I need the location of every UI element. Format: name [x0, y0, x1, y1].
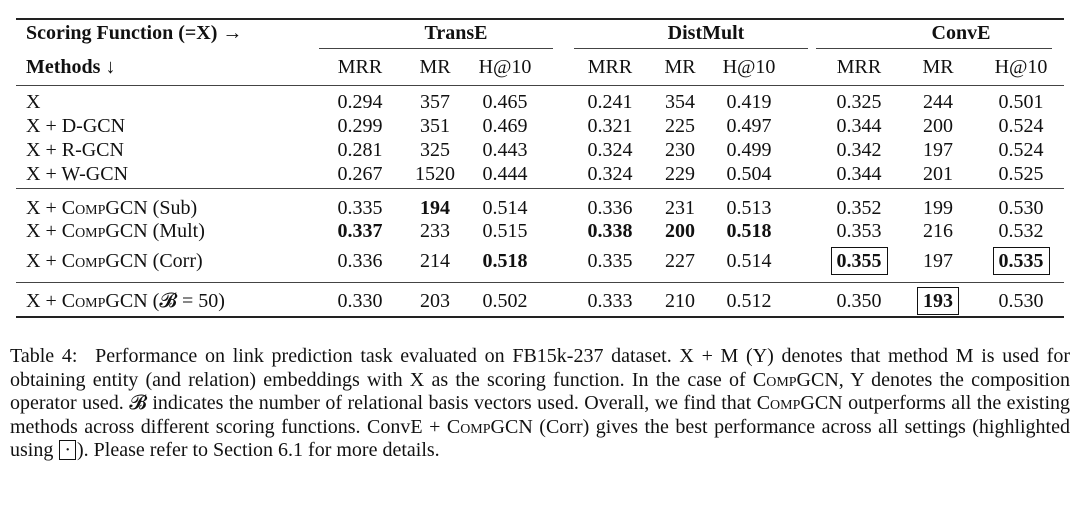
metric-header-hat10: H@10	[478, 56, 532, 78]
table-cell: 0.504	[726, 163, 772, 185]
top-rule	[16, 18, 1064, 20]
table-cell: 0.335	[337, 197, 383, 219]
table-cell: 0.336	[337, 250, 383, 272]
conve-cmidrule	[816, 48, 1052, 49]
table-cell: 244	[923, 91, 953, 113]
method-compgcn: CompGCN	[61, 220, 148, 242]
table-cell: 0.501	[998, 91, 1044, 113]
metric-header-mrr: MRR	[836, 56, 882, 78]
group-header-transe: TransE	[424, 22, 488, 44]
caption-compgcn-1: CompGCN	[752, 368, 839, 391]
table-cell	[819, 249, 899, 273]
caption-text-3: outperforms all the existing methods across different scoring functions. ConvE +	[10, 392, 1070, 438]
table-cell: 199	[923, 197, 953, 219]
table-cell: 0.241	[587, 91, 633, 113]
table-cell: 0.299	[337, 115, 383, 137]
method-suffix: (Sub)	[147, 197, 198, 219]
method-prefix: X +	[26, 250, 62, 272]
table-cell	[898, 289, 978, 313]
table-cell: 0.337	[337, 220, 383, 242]
method-label: X + W-GCN	[26, 163, 129, 185]
table-cell: 0.281	[337, 139, 383, 161]
table-cell: 0.469	[482, 115, 528, 137]
table-cell: 0.499	[726, 139, 772, 161]
highlight-box-symbol: ·	[59, 440, 76, 460]
table-cell: 0.330	[337, 290, 383, 312]
table-cell: 194	[420, 197, 450, 219]
table-cell: 0.443	[482, 139, 528, 161]
method-label	[26, 289, 225, 313]
method-label	[26, 249, 203, 273]
metric-header-mrr: MRR	[337, 56, 383, 78]
table-cell: 0.325	[836, 91, 882, 113]
table-cell: 0.419	[726, 91, 772, 113]
group-header-distmult: DistMult	[667, 22, 745, 44]
method-compgcn: CompGCN	[61, 290, 148, 312]
method-compgcn: CompGCN	[61, 197, 148, 219]
method-label	[26, 196, 197, 220]
table-cell: 0.530	[998, 290, 1044, 312]
table-cell: 0.497	[726, 115, 772, 137]
metric-header-mr: MR	[922, 56, 954, 78]
table-cell: 0.515	[482, 220, 528, 242]
table-cell: 0.502	[482, 290, 528, 312]
table-cell: 0.350	[836, 290, 882, 312]
table-caption	[10, 345, 1070, 463]
caption-text-5: ). Please refer to Section 6.1 for more details.	[77, 439, 440, 461]
caption-text-1: Performance on link prediction task evaluated on FB15k-237 dataset. X + M (Y) denotes that method M is used for obtaining entity (and relation) embeddings with X as the scoring function. In the case of	[10, 345, 1070, 391]
table-cell: 230	[665, 139, 695, 161]
table-cell: 0.524	[998, 115, 1044, 137]
group-header-conve: ConvE	[931, 22, 991, 44]
header-rule	[16, 85, 1064, 86]
metric-header-hat10: H@10	[722, 56, 776, 78]
table-cell: 0.513	[726, 197, 772, 219]
table-cell: 351	[420, 115, 450, 137]
caption-compgcn-3: CompGCN	[446, 415, 533, 438]
method-label: X + R-GCN	[26, 139, 124, 161]
table-cell: 210	[665, 290, 695, 312]
table-cell: 0.518	[726, 220, 772, 242]
table-cell: 0.514	[482, 197, 528, 219]
table-cell: 0.518	[482, 250, 528, 272]
section-rule-1	[16, 188, 1064, 189]
table-cell: 231	[665, 197, 695, 219]
method-prefix: X +	[26, 220, 62, 242]
metric-header-mrr: MRR	[587, 56, 633, 78]
table-cell: 233	[420, 220, 450, 242]
section-rule-2	[16, 282, 1064, 283]
table-cell: 0.344	[836, 115, 882, 137]
caption-label: Table 4:	[10, 345, 78, 367]
table-cell: 203	[420, 290, 450, 312]
table-cell	[981, 249, 1061, 273]
table-cell: 0.338	[587, 220, 633, 242]
table-cell: 0.514	[726, 250, 772, 272]
table-cell: 0.525	[998, 163, 1044, 185]
table-cell: 200	[923, 115, 953, 137]
table-cell: 0.352	[836, 197, 882, 219]
table-cell: 0.324	[587, 163, 633, 185]
distmult-cmidrule	[574, 48, 808, 49]
table-cell: 227	[665, 250, 695, 272]
caption-text-4: (Corr) gives the best performance across all settings (highlighted using	[10, 415, 1070, 461]
table-cell: 0.335	[587, 250, 633, 272]
boxed-value: 0.535	[993, 247, 1050, 275]
scoring-function-header: Scoring Function (=X) →	[26, 22, 243, 44]
table-cell: 200	[665, 220, 695, 242]
bottom-rule	[16, 316, 1064, 318]
table-cell: 0.344	[836, 163, 882, 185]
method-label: X + D-GCN	[26, 115, 126, 137]
method-prefix: X +	[26, 290, 62, 312]
table-cell: 0.444	[482, 163, 528, 185]
boxed-value: 193	[917, 287, 959, 315]
table-cell: 1520	[415, 163, 455, 185]
table-cell: 0.336	[587, 197, 633, 219]
method-suffix: (𝓑 = 50)	[147, 290, 225, 312]
table-cell: 0.333	[587, 290, 633, 312]
table-cell: 0.294	[337, 91, 383, 113]
table-cell: 197	[923, 250, 953, 272]
table-cell: 197	[923, 139, 953, 161]
methods-header: Methods ↓	[26, 56, 116, 78]
method-compgcn: CompGCN	[61, 250, 148, 272]
table-cell: 216	[923, 220, 953, 242]
table-cell: 225	[665, 115, 695, 137]
method-suffix: (Corr)	[147, 250, 203, 272]
transe-cmidrule	[319, 48, 553, 49]
metric-header-mr: MR	[664, 56, 696, 78]
table-cell: 0.532	[998, 220, 1044, 242]
table-cell: 214	[420, 250, 450, 272]
table-cell: 0.512	[726, 290, 772, 312]
table-cell: 357	[420, 91, 450, 113]
table-cell: 0.324	[587, 139, 633, 161]
table-cell: 0.524	[998, 139, 1044, 161]
table-cell: 0.465	[482, 91, 528, 113]
boxed-value: 0.355	[831, 247, 888, 275]
table-cell: 325	[420, 139, 450, 161]
method-suffix: (Mult)	[147, 220, 205, 242]
table-cell: 0.267	[337, 163, 383, 185]
caption-compgcn-2: CompGCN	[756, 392, 843, 414]
table-cell: 0.321	[587, 115, 633, 137]
table-cell: 229	[665, 163, 695, 185]
metric-header-mr: MR	[419, 56, 451, 78]
method-label: X	[26, 91, 41, 113]
table-cell: 201	[923, 163, 953, 185]
metric-header-hat10: H@10	[994, 56, 1048, 78]
method-prefix: X +	[26, 197, 62, 219]
table-cell: 354	[665, 91, 695, 113]
caption-text-2: , Y denotes the composition operator used. 𝓑 indicates the number of relational basis vectors used. Overall, we find that	[10, 368, 1070, 414]
method-label	[26, 219, 205, 243]
table-cell: 0.353	[836, 220, 882, 242]
table-cell: 0.530	[998, 197, 1044, 219]
table-cell: 0.342	[836, 139, 882, 161]
